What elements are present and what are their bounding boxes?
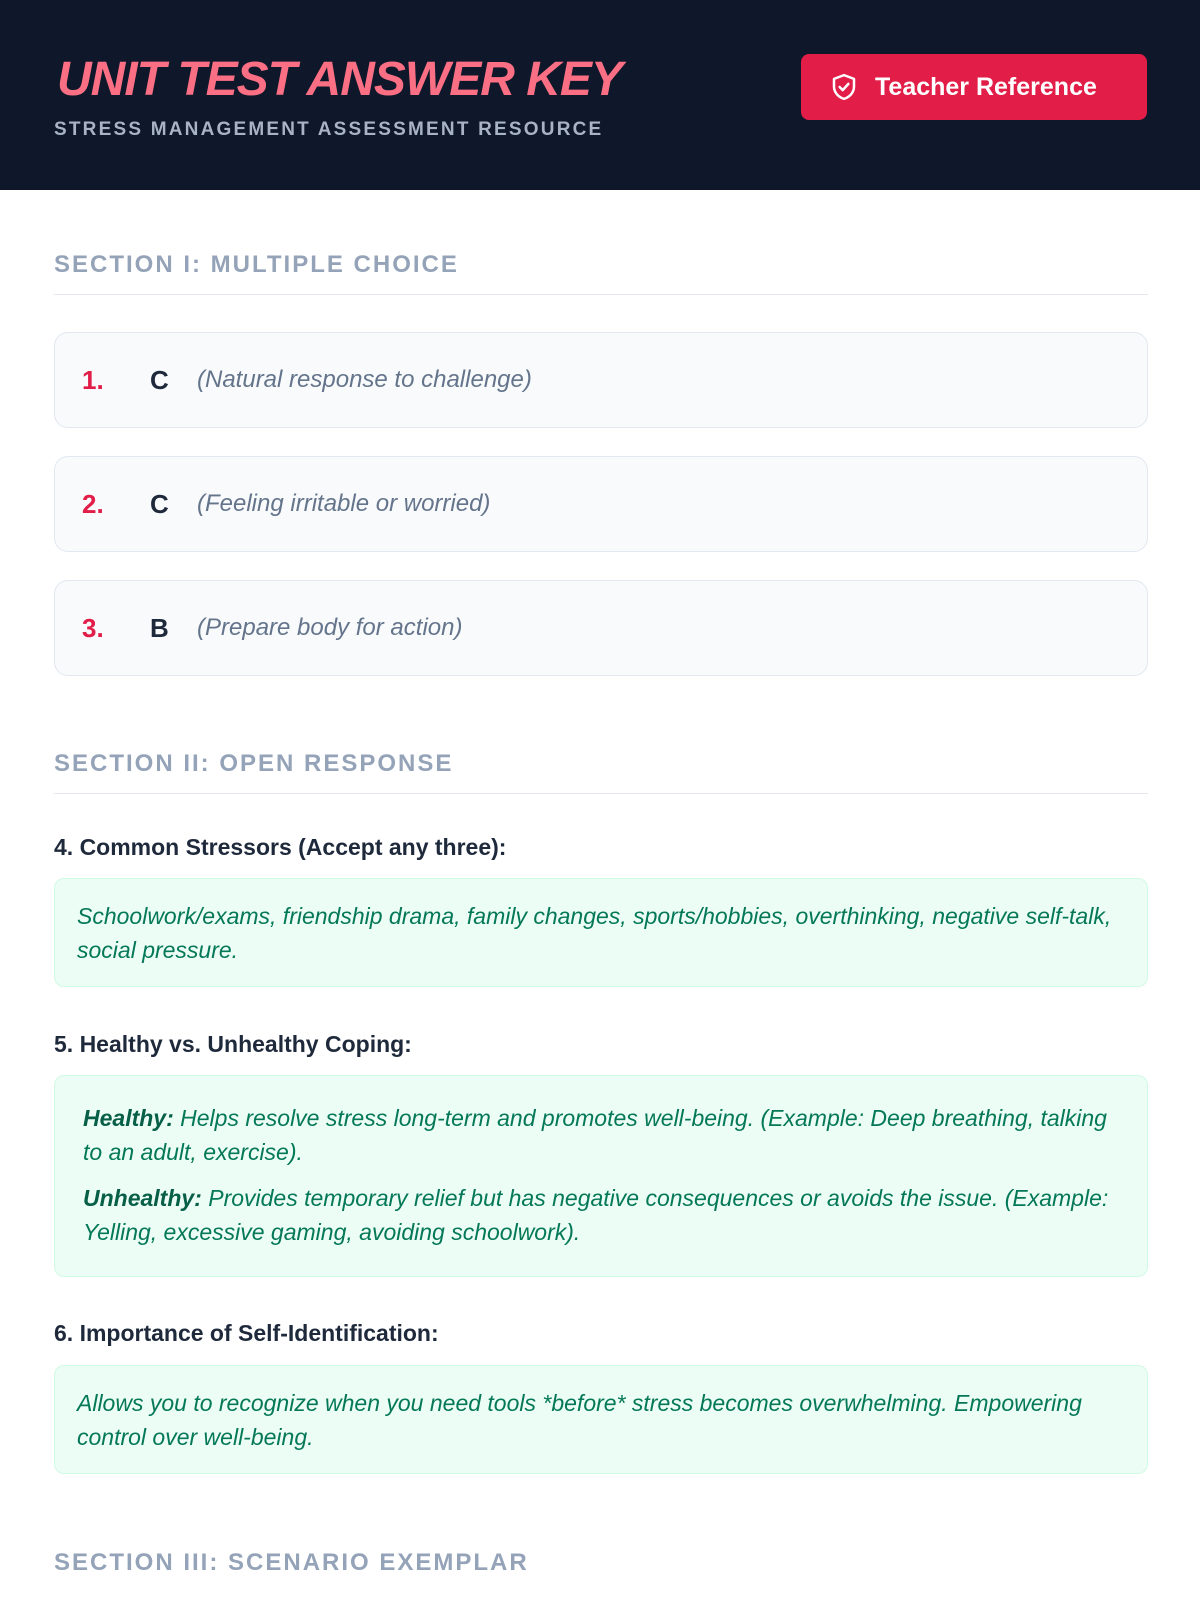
question-6-label: 6. Importance of Self-Identification: (54, 1320, 439, 1346)
mc-question-number: 3. (82, 612, 104, 643)
teacher-reference-badge (801, 54, 1147, 120)
mc-answer-card (54, 580, 1148, 676)
header-banner (0, 0, 1200, 190)
healthy-text: Helps resolve stress long-term and promotes well-being. (Example: Deep breathing, talking to an adult, exercise). (83, 1105, 1107, 1165)
mc-question-number: 1. (82, 364, 104, 395)
mc-answer-card (54, 332, 1148, 428)
teacher-reference-label: Teacher Reference (875, 72, 1097, 101)
unhealthy-coping-answer (83, 1181, 1125, 1249)
question-6-answer (54, 1365, 1148, 1474)
shield-check-icon (829, 72, 859, 102)
section-heading-multiple-choice: SECTION I: MULTIPLE CHOICE (54, 239, 1148, 295)
mc-answer-card (54, 456, 1148, 552)
question-5-answer (54, 1075, 1148, 1277)
mc-answer-letter: C (150, 364, 169, 395)
mc-answer-note: (Feeling irritable or worried) (197, 490, 491, 517)
question-4-answer (54, 878, 1148, 987)
question-5-label: 5. Healthy vs. Unhealthy Coping: (54, 1031, 412, 1057)
page-title: UNIT TEST ANSWER KEY (57, 53, 622, 106)
mc-answer-letter: C (150, 488, 169, 519)
question-4-label: 4. Common Stressors (Accept any three): (54, 834, 507, 860)
unhealthy-label: Unhealthy: (83, 1185, 202, 1211)
mc-answer-note: (Prepare body for action) (197, 614, 463, 641)
section-heading-scenario-exemplar: SECTION III: SCENARIO EXEMPLAR (54, 1549, 529, 1576)
mc-question-number: 2. (82, 488, 104, 519)
question-4-answer-text: Schoolwork/exams, friendship drama, family changes, sports/hobbies, overthinking, negative self-talk, social pressure. (77, 903, 1112, 963)
page-subtitle: STRESS MANAGEMENT ASSESSMENT RESOURCE (54, 119, 604, 140)
unhealthy-text: Provides temporary relief but has negative consequences or avoids the issue. (Example: Yelling, excessive gaming, avoiding schoolwork). (83, 1185, 1109, 1245)
mc-answer-note: (Natural response to challenge) (197, 366, 532, 393)
section-heading-open-response: SECTION II: OPEN RESPONSE (54, 738, 1148, 794)
healthy-label: Healthy: (83, 1105, 174, 1131)
healthy-coping-answer (83, 1101, 1125, 1169)
mc-answer-letter: B (150, 612, 169, 643)
question-6-answer-text: Allows you to recognize when you need tools *before* stress becomes overwhelming. Empowering control over well-being. (77, 1390, 1082, 1450)
